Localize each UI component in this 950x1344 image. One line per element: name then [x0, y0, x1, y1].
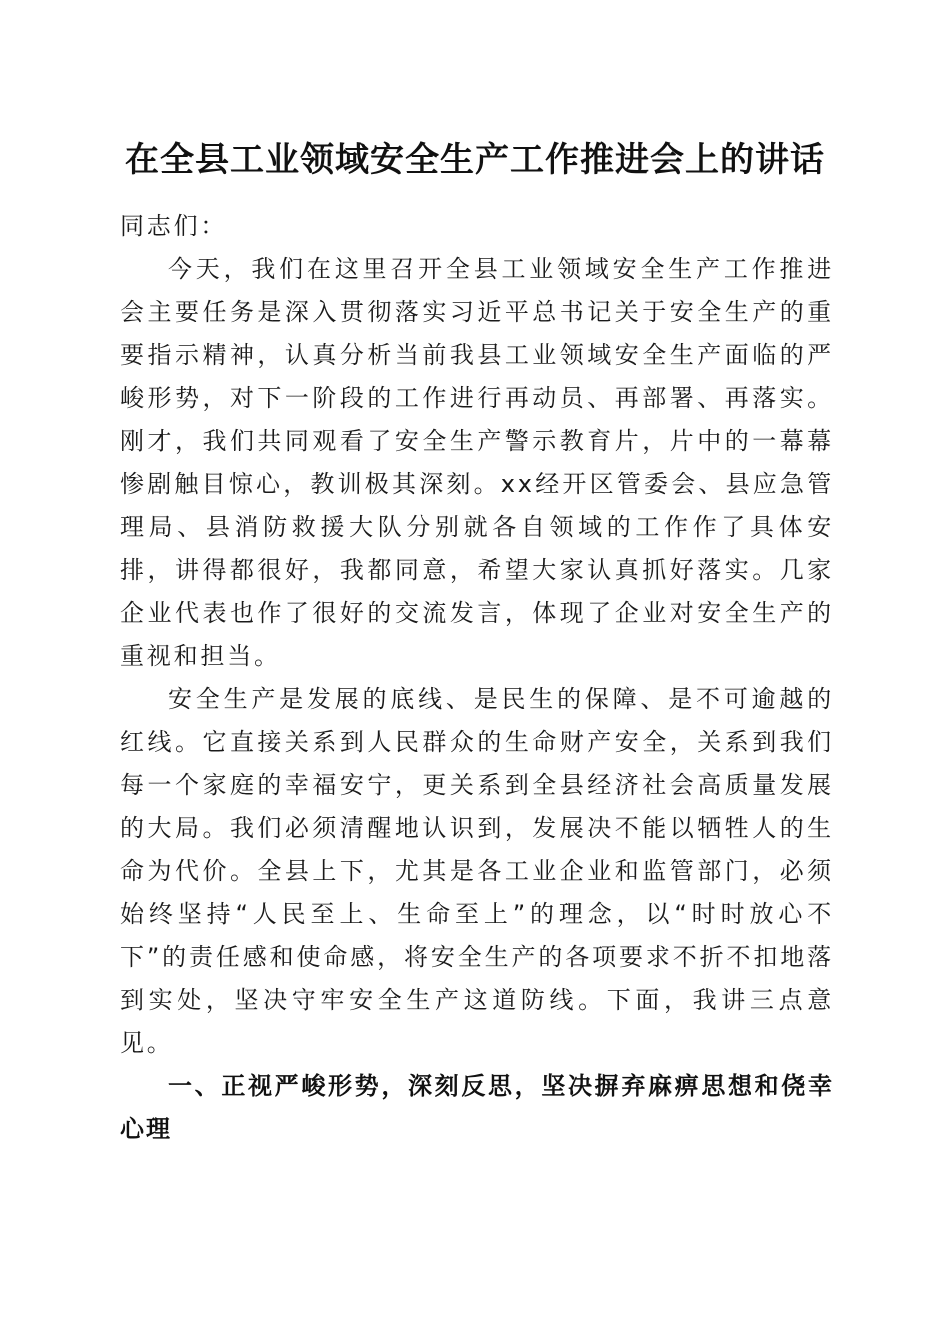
paragraph-opening: 今天，我们在这里召开全县工业领域安全生产工作推进会主要任务是深入贯彻落实习近平总书记关于安全生产的重要指示精神，认真分析当前我县工业领域安全生产面临的严峻形势，对下一阶段的工作进行再动员、再部署、再落实。刚才，我们共同观看了安全生产警示教育片，片中的一幕幕惨剧触目惊心，教训极其深刻。xx经开区管委会、县应急管理局、县消防救援大队分别就各自领域的工作作了具体安排，讲得都很好，我都同意，希望大家认真抓好落实。几家企业代表也作了很好的交流发言，体现了企业对安全生产的重视和担当。 [120, 255, 834, 670]
document-body [120, 205, 834, 1151]
salutation: 同志们： [120, 212, 228, 240]
section-heading-1: 一、正视严峻形势，深刻反思，坚决摒弃麻痹思想和侥幸心理 [120, 1072, 834, 1143]
document-title: 在全县工业领域安全生产工作推进会上的讲话 [125, 140, 825, 180]
paragraph-safety-importance: 安全生产是发展的底线、是民生的保障、是不可逾越的红线。它直接关系到人民群众的生命财产安全，关系到我们每一个家庭的幸福安宁，更关系到全县经济社会高质量发展的大局。我们必须清醒地认识到，发展决不能以牺牲人的生命为代价。全县上下，尤其是各工业企业和监管部门，必须始终坚持“人民至上、生命至上”的理念，以“时时放心不下”的责任感和使命感，将安全生产的各项要求不折不扣地落到实处，坚决守牢安全生产这道防线。下面，我讲三点意见。 [120, 685, 834, 1057]
